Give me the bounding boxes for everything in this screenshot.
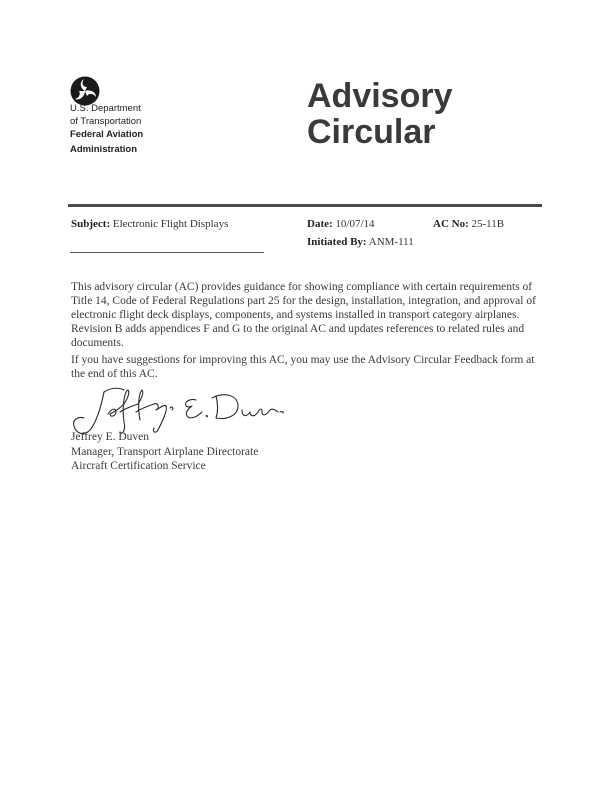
initiated-by-label: Initiated By:: [307, 236, 367, 248]
initiated-by-field: [307, 235, 414, 249]
initiated-by-value: ANM-111: [368, 236, 414, 248]
signer-title: Manager, Transport Airplane Directorate: [71, 446, 259, 458]
ac-number-value: 25-11B: [471, 218, 505, 230]
document-title: Circular: [307, 113, 436, 151]
header-divider: [68, 204, 542, 207]
date-label: Date:: [307, 218, 333, 230]
agency-line: Federal Aviation: [70, 129, 144, 140]
signer-name: Jeffrey E. Duven: [71, 431, 150, 443]
agency-line: Administration: [70, 144, 138, 155]
document-title: Advisory: [307, 77, 453, 115]
subject-value: Electronic Flight Displays: [112, 218, 229, 230]
department-line: of Transportation: [70, 116, 142, 127]
signer-organization: Aircraft Certification Service: [71, 460, 206, 472]
subject-underline: [70, 252, 264, 253]
subject-field: [71, 217, 228, 231]
ac-number-field: [433, 217, 504, 231]
feedback-paragraph: If you have suggestions for improving this AC, you may use the Advisory Circular Feedback form at the end of this AC.: [71, 354, 535, 380]
purpose-paragraph: This advisory circular (AC) provides guidance for showing compliance with certain requirements of Title 14, Code of Federal Regulations part 25 for the design, installation, integration, and approval of electronic flight deck displays, components, and systems installed in transport category airplanes. Revision B adds appendices F and G to the original AC and updates references to related rules and documents.: [71, 281, 536, 349]
date-value: 10/07/14: [335, 218, 375, 230]
department-line: U.S. Department: [70, 103, 141, 114]
subject-label: Subject:: [71, 218, 111, 230]
date-field: [307, 217, 375, 231]
ac-number-label: AC No:: [433, 218, 469, 230]
